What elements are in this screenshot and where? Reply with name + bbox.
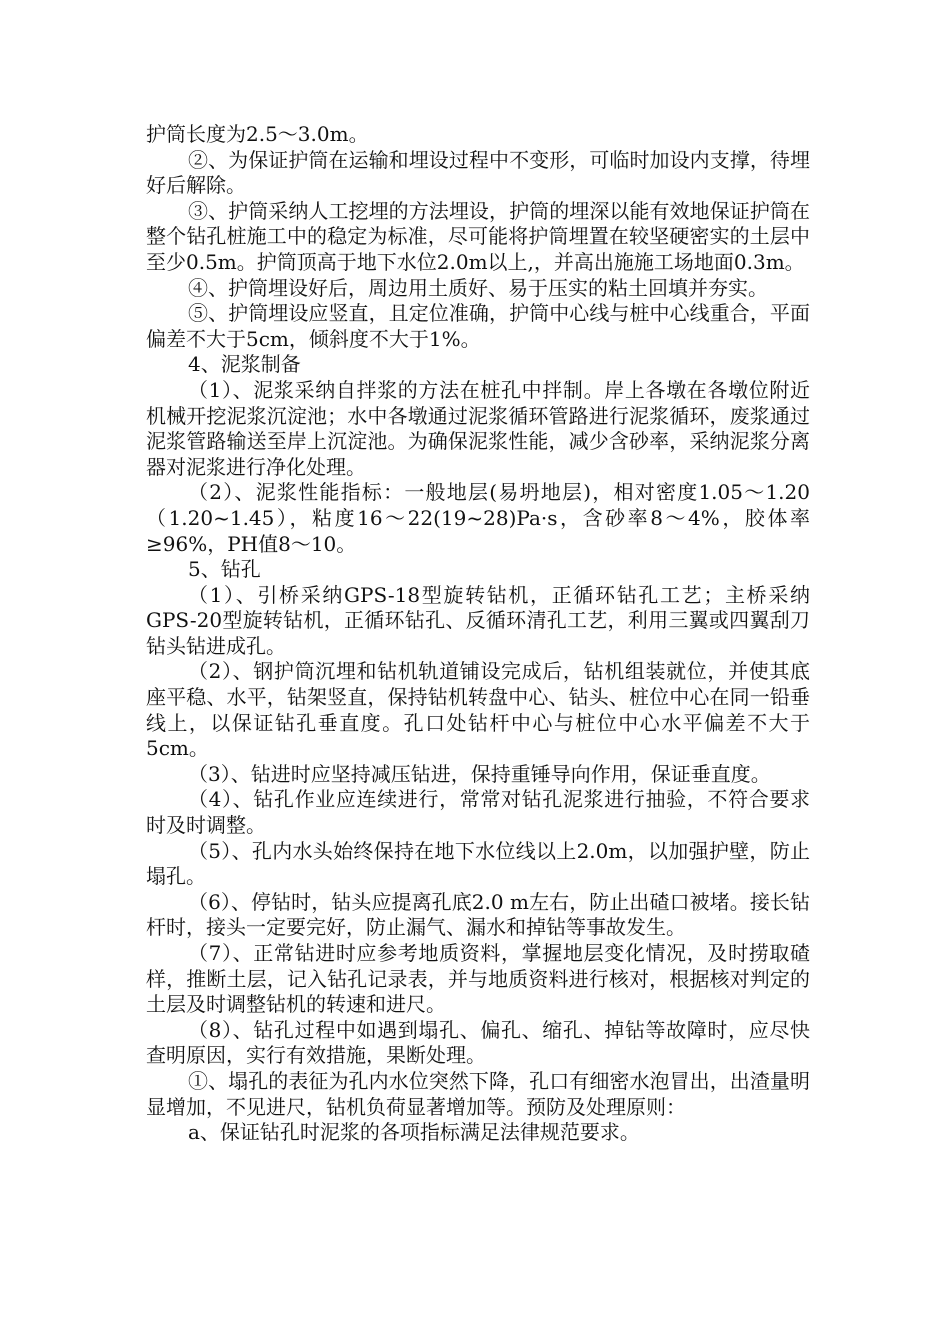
- paragraph-drilling-positioning: （2）、钢护筒沉埋和钻机轨道铺设完成后，钻机组装就位，并使其底座平稳、水平，钻架竖直，保持钻机转盘中心、钻头、桩位中心在同一铅垂线上，以保证钻孔垂直度。孔口处钻杆中心与桩位中心水平偏差不大于5cm。: [146, 659, 810, 761]
- paragraph-collapse-signs: ①、塌孔的表征为孔内水位突然下降，孔口有细密水泡冒出，出渣量明显增加，不见进尺，钻机负荷显著增加等。预防及处理原则：: [146, 1068, 810, 1119]
- paragraph-drilling-pressure: （3）、钻进时应坚持减压钻进，保持重锤导向作用，保证垂直度。: [188, 761, 771, 786]
- paragraph-casing-vertical: ⑤、护筒埋设应竖直，且定位准确，护筒中心线与桩中心线重合，平面偏差不大于5cm，倾斜度不大于1%。: [146, 301, 810, 351]
- paragraph-casing-burial: ③、护筒采纳人工挖埋的方法埋设，护筒的埋深以能有效地保证护筒在整个钻孔桩施工中的稳定为标准，尽可能将护筒埋置在较坚硬密实的土层中至少0.5m。护筒顶高于地下水位2.0m以上,，并高出施施工场地面0.3m。: [146, 198, 810, 274]
- paragraph-casing-length: 护筒长度为2.5～3.0m。: [146, 122, 369, 146]
- paragraph-mud-indicators: （2）、泥浆性能指标：一般地层(易坍地层)，相对密度1.05～1.20（1.20~1.45），粘度16～22(19~28)Pa·s，含砂率8～4%，胶体率≥96%，PH值8～10。: [146, 480, 810, 556]
- paragraph-mud-standard: a、保证钻孔时泥浆的各项指标满足法律规范要求。: [188, 1120, 640, 1145]
- paragraph-drilling-geology: （7）、正常钻进时应参考地质资料，掌握地层变化情况，及时捞取碴样，推断土层，记入钻孔记录表，并与地质资料进行核对，根据核对判定的土层及时调整钻机的转速和进尺。: [146, 941, 810, 1017]
- document-body: [146, 122, 810, 1146]
- paragraph-drilling-continuous: （4）、钻孔作业应连续进行，常常对钻孔泥浆进行抽验，不符合要求时及时调整。: [146, 787, 810, 838]
- paragraph-casing-support: ②、为保证护筒在运输和埋设过程中不变形，可临时加设内支撑，待埋好后解除。: [146, 147, 810, 198]
- paragraph-drilling-rig: （1）、引桥采纳GPS-18型旋转钻机，正循环钻孔工艺；主桥采纳GPS-20型旋转钻机，正循环钻孔、反循环清孔工艺，利用三翼或四翼刮刀钻头钻进成孔。: [146, 582, 810, 658]
- paragraph-drilling-water-head: （5）、孔内水头始终保持在地下水位线以上2.0m，以加强护壁，防止塌孔。: [146, 838, 810, 889]
- heading-mud-preparation: 4、泥浆制备: [188, 352, 301, 377]
- paragraph-drilling-faults: （8）、钻孔过程中如遇到塌孔、偏孔、缩孔、掉钻等故障时，应尽快查明原因，实行有效措施，果断处理。: [146, 1017, 810, 1068]
- paragraph-casing-backfill: ④、护筒埋设好后，周边用土质好、易于压实的粘土回填并夯实。: [188, 275, 768, 300]
- paragraph-mud-mixing: （1）、泥浆采纳自拌浆的方法在桩孔中拌制。岸上各墩在各墩位附近机械开挖泥浆沉淀池；水中各墩通过泥浆循环管路进行泥浆循环，废浆通过泥浆管路输送至岸上沉淀池。为确保泥浆性能，减少含砂率，采纳泥浆分离器对泥浆进行净化处理。: [146, 377, 810, 479]
- heading-drilling: 5、钻孔: [188, 557, 261, 582]
- paragraph-drilling-stop: （6）、停钻时，钻头应提离孔底2.0 m左右，防止出碴口被堵。接长钻杆时，接头一定要完好，防止漏气、漏水和掉钻等事故发生。: [146, 889, 810, 940]
